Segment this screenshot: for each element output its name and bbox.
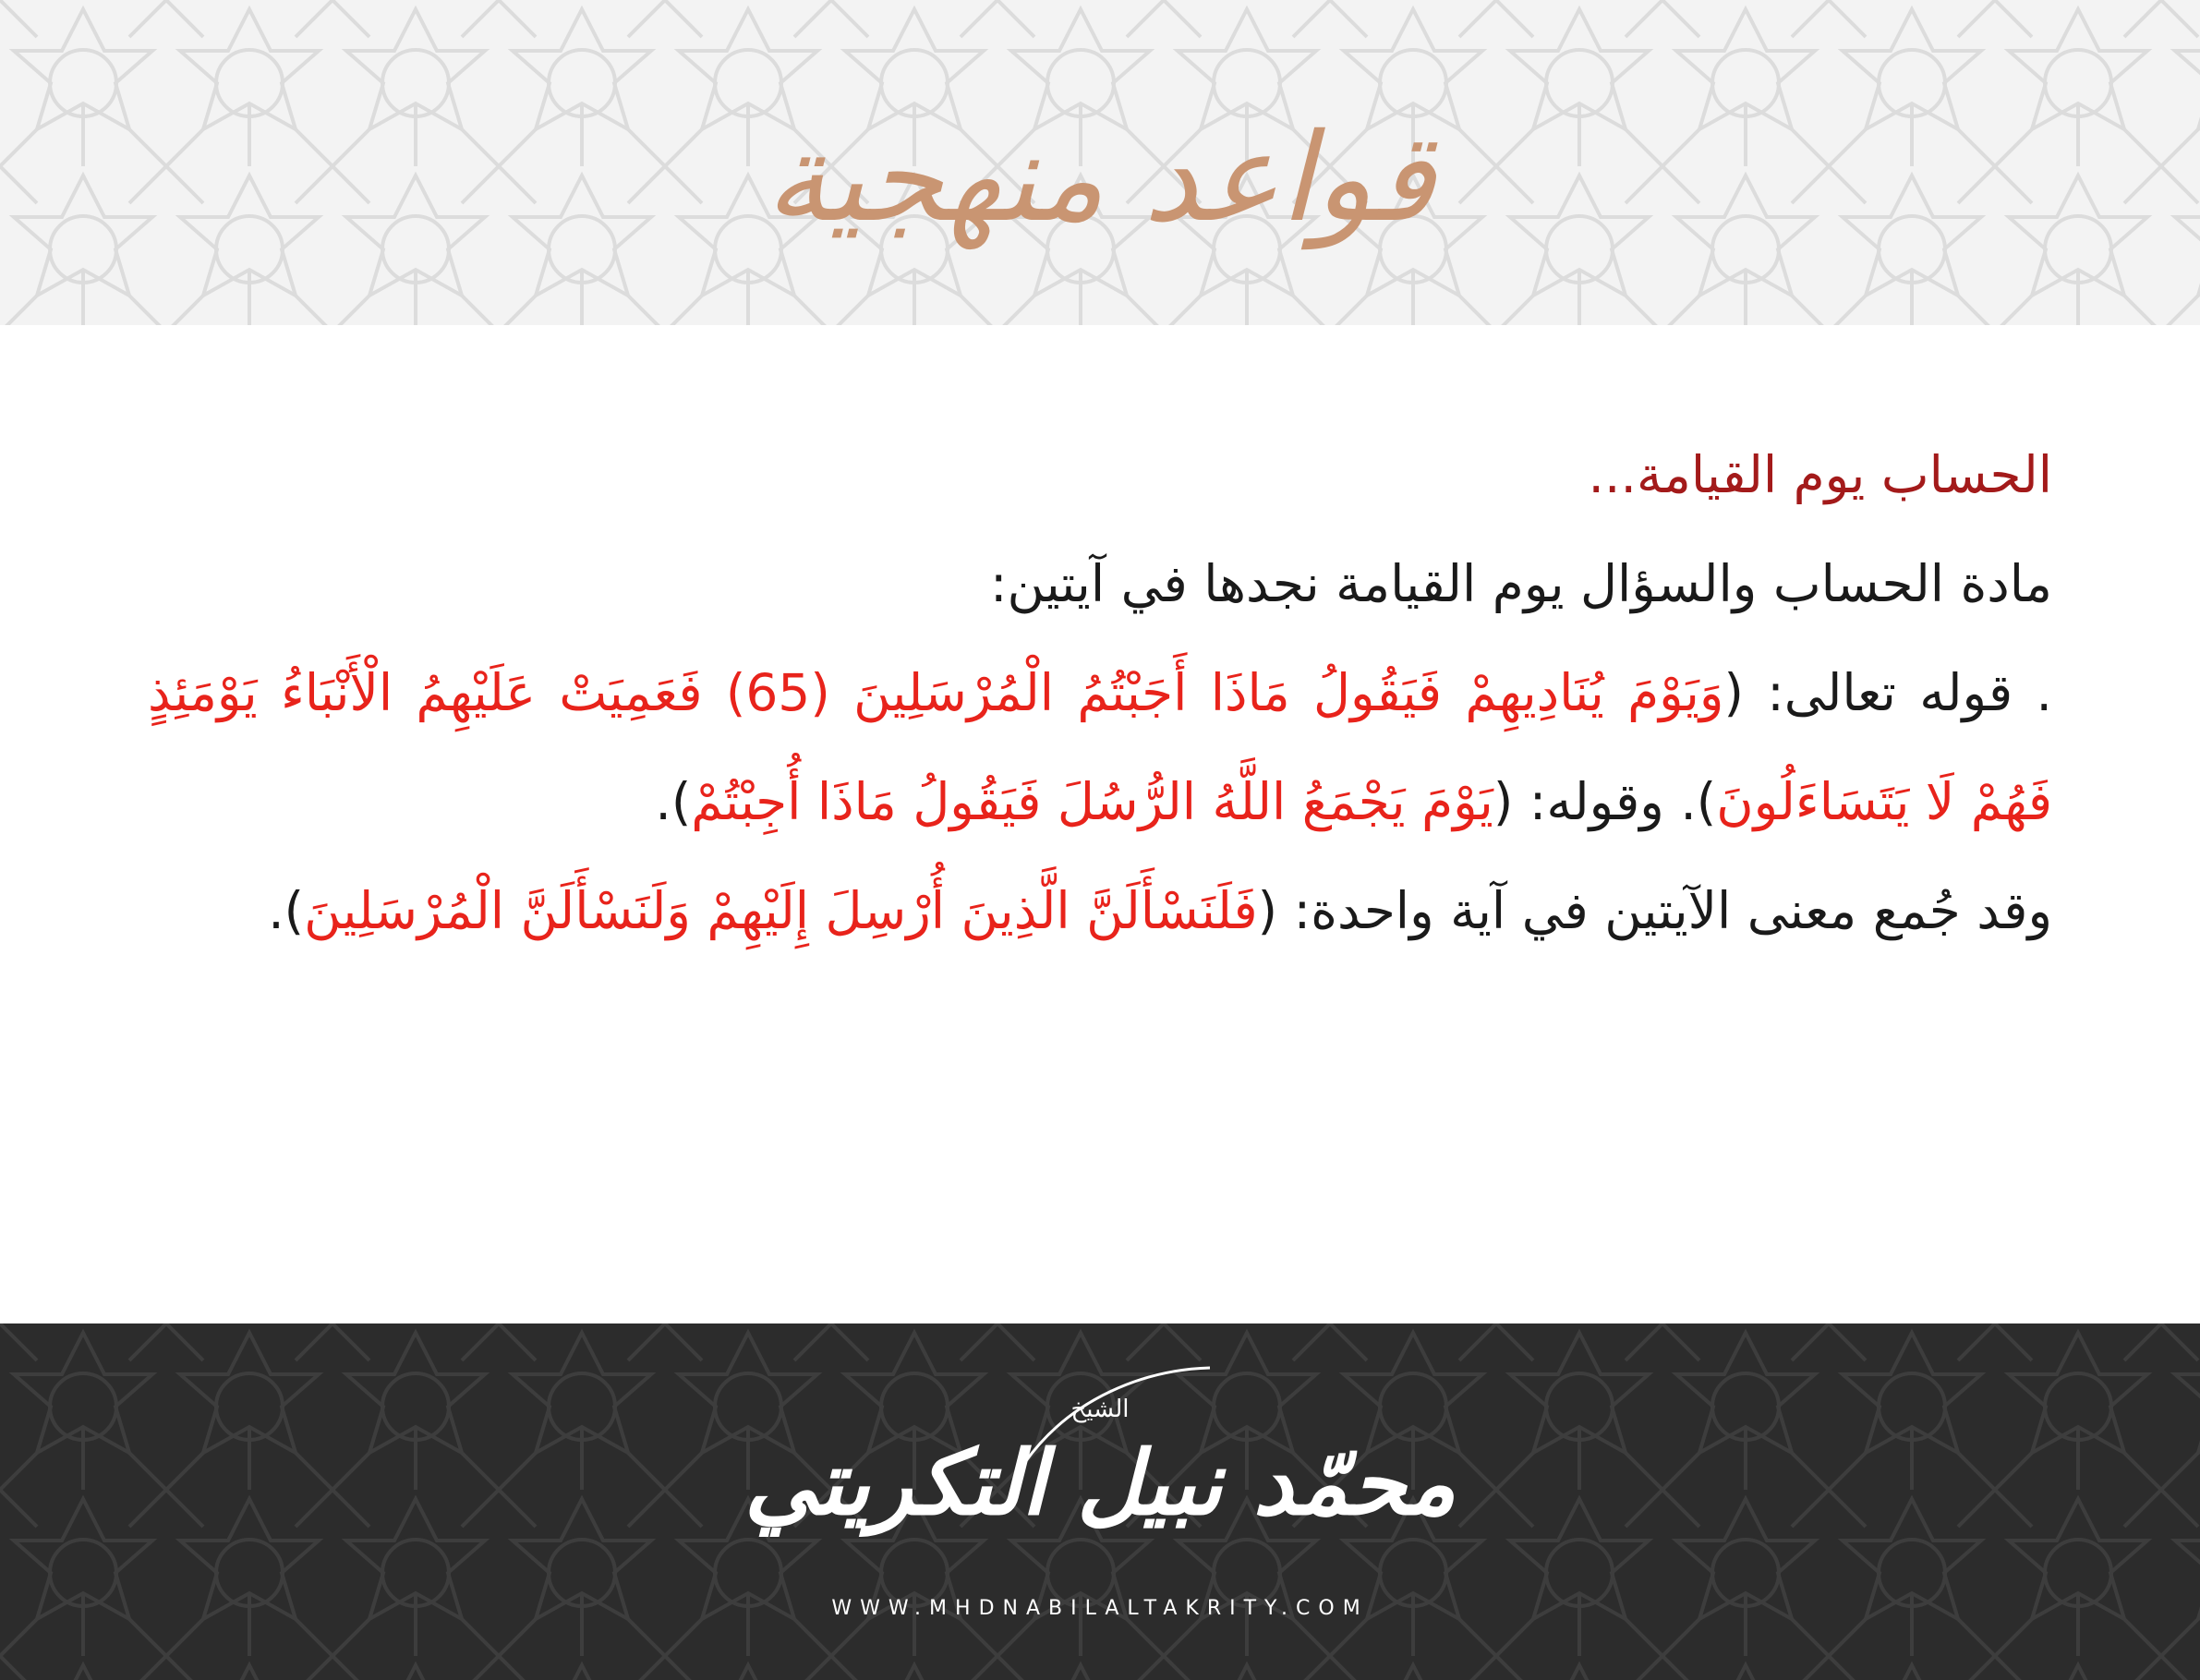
author-signature: محمّد نبيل التكريتي (743, 1431, 1457, 1535)
text-segment: وقد جُمع معنى الآيتين في آية واحدة: ( (1257, 881, 2052, 940)
article-content (148, 420, 2052, 965)
text-segment: . قوله تعالى: ( (1723, 663, 2052, 722)
website-url: WWW.MHDNABILALTAKRITY.COM (831, 1597, 1369, 1620)
paragraph-2 (148, 856, 2052, 965)
sheikh-label: الشيخ (1070, 1396, 1130, 1423)
header-band (0, 0, 2200, 325)
intro-paragraph: مادة الحساب والسؤال يوم القيامة نجدها في آيتين: (989, 554, 2052, 613)
text-segment: ). (268, 881, 305, 940)
paragraph-1 (148, 638, 2052, 856)
quran-verse: فَلَنَسْأَلَنَّ الَّذِينَ أُرْسِلَ إِلَيْهِمْ وَلَنَسْأَلَنَّ الْمُرْسَلِينَ (304, 881, 1258, 940)
text-segment: ). وقوله: ( (1493, 772, 1717, 831)
quran-verse: يَوْمَ يَجْمَعُ اللَّهُ الرُّسُلَ فَيَقُولُ مَاذَا أُجِبْتُمْ (691, 772, 1493, 831)
footer-band (0, 1323, 2200, 1680)
article-heading: الحساب يوم القيامة... (1588, 445, 2052, 504)
text-segment: ). (655, 772, 692, 831)
header-title: قواعد منهجية (765, 107, 1435, 249)
quran-verse: وَيَوْمَ يُنَادِيهِمْ فَيَقُولُ مَاذَا أَجَبْتُمُ الْمُرْسَلِينَ (65) فَعَمِيَتْ عَلَيْهِمُ الْأَنْبَاءُ يَوْمَئِذٍ فَهُمْ لَا يَتَسَاءَلُونَ (148, 663, 2052, 831)
